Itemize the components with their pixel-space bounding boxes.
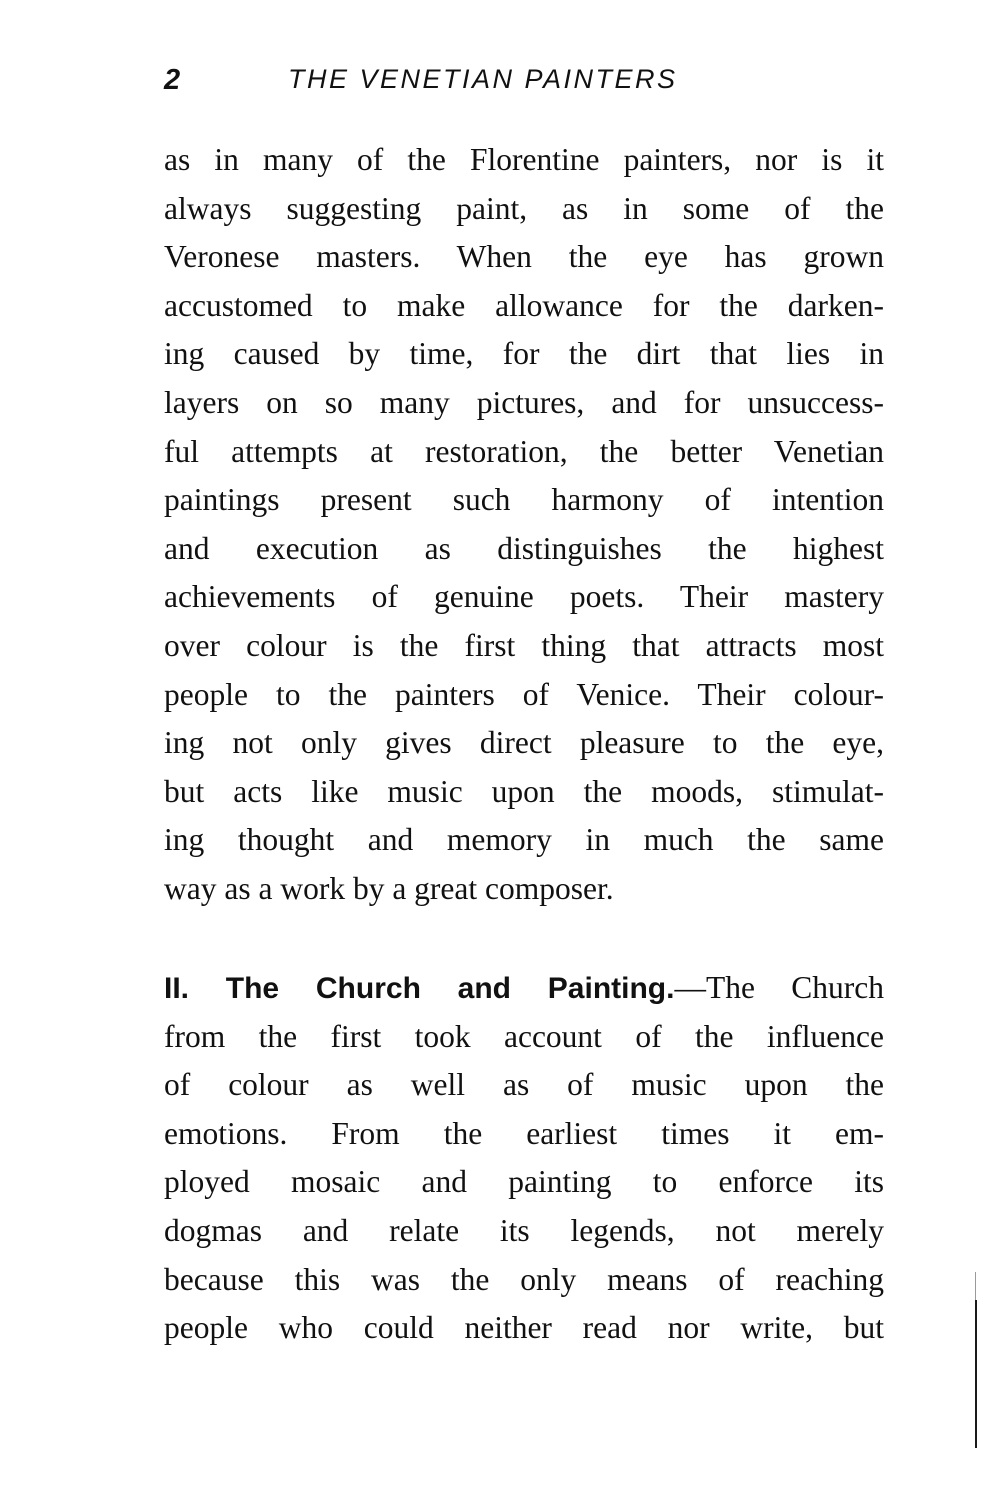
- text-line: ful attempts at restoration, the better Venetian: [164, 433, 884, 469]
- section-heading: II. The Church and Painting.: [164, 972, 675, 1005]
- text-line: ing not only gives direct pleasure to the eye,: [164, 725, 884, 761]
- text-line: of colour as well as of music upon the: [164, 1067, 884, 1103]
- page-edge-shadow: [975, 1272, 976, 1302]
- running-head: THE VENETIAN PAINTERS: [288, 64, 678, 94]
- text-line: ing caused by time, for the dirt that lies in: [164, 336, 884, 372]
- text-line: people who could neither read nor write, but: [164, 1310, 884, 1346]
- text-line: emotions. From the earliest times it em-: [164, 1115, 884, 1151]
- text-line: people to the painters of Venice. Their colour-: [164, 676, 884, 712]
- text-line: dogmas and relate its legends, not merely: [164, 1212, 884, 1248]
- text-line: accustomed to make allowance for the darken-: [164, 287, 884, 323]
- text-line: but acts like music upon the moods, stimulat-: [164, 773, 884, 809]
- text-line: from the first took account of the influence: [164, 1018, 884, 1054]
- text-line: because this was the only means of reaching: [164, 1261, 884, 1297]
- paragraph-1: [164, 136, 884, 914]
- page-number: 2: [164, 64, 181, 96]
- text-line: ing thought and memory in much the same: [164, 822, 884, 858]
- paragraph-2: [164, 964, 884, 1353]
- text-line: way as a work by a great composer.: [164, 870, 614, 906]
- text-line: always suggesting paint, as in some of the: [164, 190, 884, 226]
- text-line: paintings present such harmony of intention: [164, 482, 884, 518]
- text-line: achievements of genuine poets. Their mastery: [164, 579, 884, 615]
- section-first-line-rest: —The Church: [674, 970, 884, 1005]
- text-line: ployed mosaic and painting to enforce its: [164, 1164, 884, 1200]
- text-line: as in many of the Florentine painters, nor is it: [164, 142, 884, 177]
- page-header: [164, 64, 884, 104]
- page-edge-line: [975, 1300, 977, 1448]
- text-line: over colour is the first thing that attracts most: [164, 627, 884, 663]
- text-line: Veronese masters. When the eye has grown: [164, 239, 884, 275]
- text-line: layers on so many pictures, and for unsuccess-: [164, 384, 884, 420]
- section-first-line: [164, 964, 884, 1013]
- text-line: and execution as distinguishes the highest: [164, 530, 884, 566]
